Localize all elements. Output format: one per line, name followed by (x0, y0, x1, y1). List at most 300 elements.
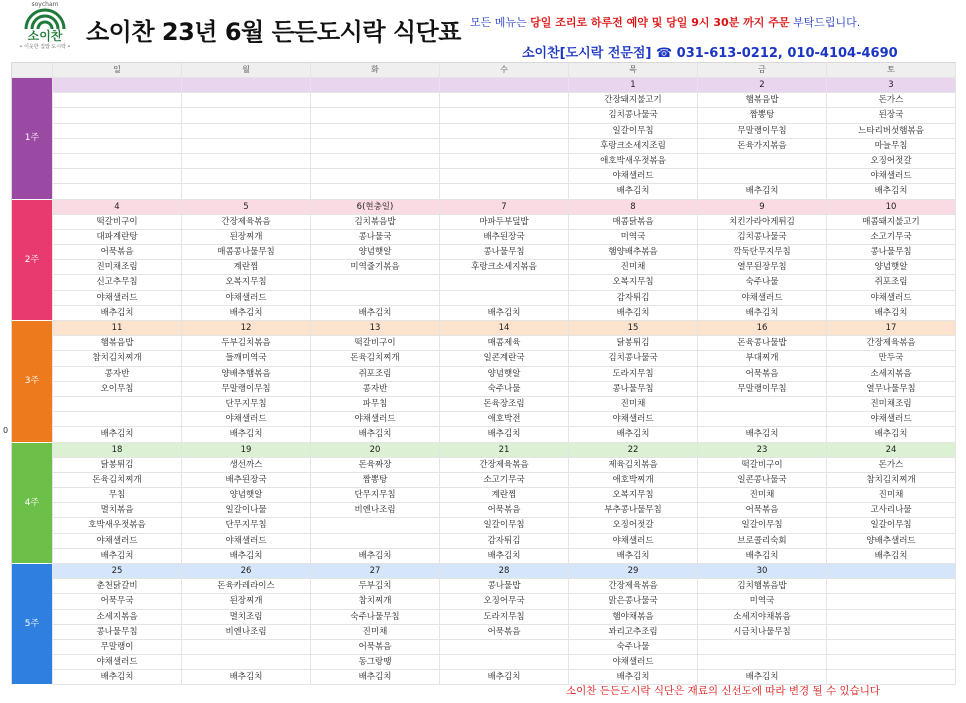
menu-item (182, 124, 311, 139)
menu-item: 호박새우젓볶음 (53, 518, 182, 533)
menu-item: 야채샐러드 (53, 534, 182, 549)
menu-item: 짬뽕탕 (698, 108, 827, 123)
menu-item: 미역줄기볶음 (311, 260, 440, 275)
menu-item: 배추김치 (827, 427, 956, 442)
menu-item: 김치콩나물국 (569, 108, 698, 123)
menu-item (182, 169, 311, 184)
menu-item: 맑은콩나물국 (569, 594, 698, 609)
menu-item: 일갈이무침 (698, 518, 827, 533)
menu-item: 어묵볶음 (698, 503, 827, 518)
date-cell: 10 (827, 200, 956, 215)
menu-item: 배추김치 (53, 427, 182, 442)
menu-item: 무말랭이 (53, 640, 182, 655)
menu-item: 햄야채볶음 (569, 610, 698, 625)
menu-item (440, 655, 569, 670)
menu-item: 배추김치 (698, 306, 827, 321)
date-cell: 15 (569, 321, 698, 336)
menu-item (440, 291, 569, 306)
date-cell: 23 (698, 443, 827, 458)
menu-item (827, 579, 956, 594)
contact-info: 소이찬[도시락 전문점] ☎ 031-613-0212, 010-4104-4690 (522, 46, 898, 61)
menu-item: 양념햇알 (827, 260, 956, 275)
menu-item: 매콤돼지불고기 (827, 215, 956, 230)
menu-item (53, 412, 182, 427)
menu-item (440, 184, 569, 199)
menu-item: 배추김치 (182, 306, 311, 321)
menu-item: 제육김치볶음 (569, 458, 698, 473)
menu-item: 야채샐러드 (182, 534, 311, 549)
menu-item (182, 154, 311, 169)
menu-item: 일갈이무침 (569, 124, 698, 139)
menu-item: 도라지무침 (569, 367, 698, 382)
menu-item: 쥐포조림 (827, 275, 956, 290)
menu-item: 배추김치 (569, 549, 698, 564)
menu-item: 배추김치 (569, 670, 698, 685)
menu-item: 대파계란탕 (53, 230, 182, 245)
menu-item: 소세지볶음 (827, 367, 956, 382)
date-cell: 22 (569, 443, 698, 458)
menu-item (827, 655, 956, 670)
menu-item: 돈육장조림 (440, 397, 569, 412)
date-cell: 29 (569, 564, 698, 579)
menu-item: 김치콩나물국 (569, 351, 698, 366)
menu-item: 떡갈비구이 (53, 215, 182, 230)
menu-item: 돈가스 (827, 458, 956, 473)
menu-item: 양배추샐러드 (827, 534, 956, 549)
date-cell: 25 (53, 564, 182, 579)
menu-item: 돈육콩나물밥 (698, 336, 827, 351)
menu-item: 신고추무침 (53, 275, 182, 290)
menu-item: 배추김치 (182, 549, 311, 564)
menu-item: 배추김치 (698, 670, 827, 685)
date-cell: 6(현충일) (311, 200, 440, 215)
menu-item: 양념햇알 (311, 245, 440, 260)
menu-item (53, 93, 182, 108)
menu-item: 감자튀김 (569, 291, 698, 306)
menu-item: 야채샐러드 (53, 655, 182, 670)
menu-item: 비엔나조림 (182, 625, 311, 640)
date-cell: 28 (440, 564, 569, 579)
date-cell: 16 (698, 321, 827, 336)
notice-prefix: 모든 메뉴는 (470, 16, 531, 29)
menu-item: 오징어젓갈 (827, 154, 956, 169)
menu-item: 김치콩나물국 (698, 230, 827, 245)
menu-item: 햄양배추볶음 (569, 245, 698, 260)
menu-item: 매콤제육 (440, 336, 569, 351)
logo-arch-icon (23, 8, 67, 30)
menu-item: 간장제육볶음 (569, 579, 698, 594)
menu-item (182, 640, 311, 655)
menu-item: 감자튀김 (440, 534, 569, 549)
menu-item: 멸치볶음 (53, 503, 182, 518)
menu-item: 배추김치 (311, 670, 440, 685)
menu-item: 후랑크소세지조림 (569, 139, 698, 154)
week-label: 2주 (12, 200, 53, 322)
menu-item: 만두국 (827, 351, 956, 366)
menu-item: 춘천닭갈비 (53, 579, 182, 594)
menu-item: 배추김치 (569, 427, 698, 442)
week-label: 3주 (12, 321, 53, 443)
menu-item: 양념햇알 (182, 488, 311, 503)
menu-item: 간장제육볶음 (440, 458, 569, 473)
menu-item (53, 124, 182, 139)
menu-item: 양배추햄볶음 (182, 367, 311, 382)
menu-item: 들깨미역국 (182, 351, 311, 366)
menu-item: 일갈이무침 (827, 518, 956, 533)
menu-item (827, 625, 956, 640)
menu-item: 배추김치 (569, 184, 698, 199)
date-cell: 18 (53, 443, 182, 458)
menu-item: 콩나물무침 (53, 625, 182, 640)
menu-item: 콩나물무침 (827, 245, 956, 260)
menu-item (53, 108, 182, 123)
menu-item: 간장제육볶음 (182, 215, 311, 230)
menu-item: 숙주나물무침 (311, 610, 440, 625)
page-title: 소이찬 23년 6월 든든도시락 식단표 (86, 18, 461, 46)
menu-item: 돈육카레라이스 (182, 579, 311, 594)
menu-item: 돈육가지볶음 (698, 139, 827, 154)
menu-item: 어묵볶음 (53, 245, 182, 260)
menu-item: 어묵볶음 (311, 640, 440, 655)
menu-item (182, 655, 311, 670)
date-cell: 9 (698, 200, 827, 215)
day-header: 수 (440, 63, 569, 78)
menu-item: 떡갈비구이 (311, 336, 440, 351)
menu-item: 배추김치 (440, 306, 569, 321)
menu-item: 햄볶음밥 (698, 93, 827, 108)
menu-item: 배추김치 (311, 549, 440, 564)
menu-item: 배추김치 (311, 427, 440, 442)
menu-item: 오복지무침 (182, 275, 311, 290)
date-cell (311, 78, 440, 93)
date-cell: 13 (311, 321, 440, 336)
menu-item: 배추김치 (827, 306, 956, 321)
menu-item: 일갈이나물 (182, 503, 311, 518)
week-label: 1주 (12, 78, 53, 200)
menu-item: 도라지무침 (440, 610, 569, 625)
menu-item (698, 397, 827, 412)
menu-item: 배추김치 (827, 549, 956, 564)
menu-item (53, 397, 182, 412)
menu-item: 야채샐러드 (569, 534, 698, 549)
menu-item: 콩나물무침 (440, 245, 569, 260)
menu-item: 숙주나물 (698, 275, 827, 290)
menu-item: 느타리버섯햄볶음 (827, 124, 956, 139)
menu-item: 매콤닭볶음 (569, 215, 698, 230)
menu-item: 참치김치찌개 (827, 473, 956, 488)
week-label: 4주 (12, 443, 53, 565)
date-cell: 8 (569, 200, 698, 215)
logo-sub: • 이웃한 집밥 도시락 • (19, 44, 71, 50)
menu-item: 닭봉튀김 (569, 336, 698, 351)
menu-item: 배추김치 (53, 670, 182, 685)
menu-item: 콩자반 (53, 367, 182, 382)
date-cell: 21 (440, 443, 569, 458)
date-cell: 30 (698, 564, 827, 579)
menu-item (827, 594, 956, 609)
menu-item: 쥐포조림 (311, 367, 440, 382)
menu-item (827, 610, 956, 625)
menu-item: 후랑크소세지볶음 (440, 260, 569, 275)
menu-item: 마늘무침 (827, 139, 956, 154)
logo (14, 2, 76, 54)
menu-item: 돈가스 (827, 93, 956, 108)
menu-item: 배추된장국 (182, 473, 311, 488)
menu-item: 진미채조림 (53, 260, 182, 275)
menu-item (311, 154, 440, 169)
menu-item (182, 139, 311, 154)
menu-item: 햄볶음밥 (53, 336, 182, 351)
menu-item (182, 93, 311, 108)
menu-item (440, 640, 569, 655)
menu-item (311, 184, 440, 199)
menu-item: 무말랭이무침 (698, 124, 827, 139)
menu-item: 일콘계란국 (440, 351, 569, 366)
menu-item: 콩나물무침 (569, 382, 698, 397)
menu-item: 단무지무침 (182, 397, 311, 412)
menu-item: 배추된장국 (440, 230, 569, 245)
menu-item: 소고기무국 (440, 473, 569, 488)
header-corner (12, 63, 53, 78)
menu-item: 일갈이무침 (440, 518, 569, 533)
menu-item: 된장찌개 (182, 230, 311, 245)
menu-item: 떡갈비구이 (698, 458, 827, 473)
menu-item (311, 518, 440, 533)
menu-item (53, 154, 182, 169)
menu-item: 단무지무침 (311, 488, 440, 503)
menu-item: 배추김치 (53, 549, 182, 564)
menu-item: 배추김치 (182, 427, 311, 442)
menu-item: 어묵무국 (53, 594, 182, 609)
menu-item: 야채샐러드 (182, 291, 311, 306)
menu-item: 간장제육볶음 (827, 336, 956, 351)
menu-item: 애호박전 (440, 412, 569, 427)
menu-item: 참치김치찌개 (53, 351, 182, 366)
order-notice (470, 14, 860, 30)
menu-item (698, 412, 827, 427)
menu-item: 진미채 (827, 488, 956, 503)
menu-item (698, 154, 827, 169)
menu-item: 두부김치볶음 (182, 336, 311, 351)
day-header: 화 (311, 63, 440, 78)
menu-item: 파무침 (311, 397, 440, 412)
notice-highlight: 당일 조리로 하루전 예약 및 당일 9시 30분 까지 주문 (530, 16, 790, 29)
menu-item: 돈육짜장 (311, 458, 440, 473)
menu-item (311, 291, 440, 306)
menu-item: 소고기무국 (827, 230, 956, 245)
side-marker: 0 (3, 426, 9, 435)
menu-item: 돈육김치찌개 (311, 351, 440, 366)
date-cell: 4 (53, 200, 182, 215)
menu-item: 진미채조림 (827, 397, 956, 412)
menu-item: 두부김치 (311, 579, 440, 594)
menu-item: 야채샐러드 (569, 655, 698, 670)
menu-item (698, 640, 827, 655)
menu-item (311, 139, 440, 154)
menu-item: 브로콜리숙회 (698, 534, 827, 549)
menu-item (311, 275, 440, 290)
menu-item: 야채샐러드 (569, 412, 698, 427)
menu-item: 시금치나물무침 (698, 625, 827, 640)
menu-item: 숙주나물 (569, 640, 698, 655)
menu-item (440, 169, 569, 184)
menu-item: 배추김치 (698, 549, 827, 564)
menu-item (440, 275, 569, 290)
logo-brand: soycham (31, 1, 59, 8)
menu-item: 배추김치 (440, 427, 569, 442)
menu-item: 고사리나물 (827, 503, 956, 518)
menu-item (827, 640, 956, 655)
menu-item: 김치햄볶음밥 (698, 579, 827, 594)
menu-item: 어묵볶음 (440, 503, 569, 518)
menu-item: 된장국 (827, 108, 956, 123)
menu-item: 진미채 (311, 625, 440, 640)
menu-item: 야채샐러드 (53, 291, 182, 306)
menu-item: 야채샐러드 (569, 169, 698, 184)
menu-item: 무침 (53, 488, 182, 503)
menu-item: 부대찌개 (698, 351, 827, 366)
day-header: 목 (569, 63, 698, 78)
day-header: 월 (182, 63, 311, 78)
menu-item: 콩나물국 (311, 230, 440, 245)
footer-note: 소이찬 든든도시락 식단은 재료의 신선도에 따라 변경 될 수 있습니다 (566, 685, 881, 697)
week-label: 5주 (12, 564, 53, 685)
date-cell: 20 (311, 443, 440, 458)
menu-item (698, 169, 827, 184)
date-cell (182, 78, 311, 93)
menu-calendar (11, 62, 956, 685)
menu-item: 간장돼지불고기 (569, 93, 698, 108)
menu-item: 야채샐러드 (827, 291, 956, 306)
menu-item: 참치찌개 (311, 594, 440, 609)
menu-item (53, 139, 182, 154)
menu-item: 치킨가라아게튀김 (698, 215, 827, 230)
menu-item: 오이무침 (53, 382, 182, 397)
date-cell: 14 (440, 321, 569, 336)
menu-item (53, 169, 182, 184)
menu-item: 야채샐러드 (698, 291, 827, 306)
menu-item: 배추김치 (698, 427, 827, 442)
menu-item: 계란찜 (182, 260, 311, 275)
day-header: 토 (827, 63, 956, 78)
menu-item (311, 108, 440, 123)
date-cell: 27 (311, 564, 440, 579)
menu-item: 배추김치 (440, 670, 569, 685)
menu-item: 된장찌개 (182, 594, 311, 609)
menu-item: 배추김치 (440, 549, 569, 564)
logo-text: 소이찬 (27, 29, 63, 43)
menu-item: 부추콩나물무침 (569, 503, 698, 518)
date-cell (827, 564, 956, 579)
menu-item: 진미채 (698, 488, 827, 503)
notice-suffix: 부탁드립니다. (789, 16, 861, 29)
menu-item: 진미채 (569, 397, 698, 412)
menu-item (440, 124, 569, 139)
menu-item: 콩자반 (311, 382, 440, 397)
menu-item: 배추김치 (569, 306, 698, 321)
menu-item: 소세지야채볶음 (698, 610, 827, 625)
menu-item (440, 154, 569, 169)
menu-item: 배추김치 (53, 306, 182, 321)
date-cell: 26 (182, 564, 311, 579)
menu-item: 무말랭이무침 (182, 382, 311, 397)
date-cell (53, 78, 182, 93)
menu-item: 숙주나물 (440, 382, 569, 397)
menu-item: 야채샐러드 (827, 169, 956, 184)
menu-item: 비엔나조림 (311, 503, 440, 518)
menu-item (182, 108, 311, 123)
menu-item: 열무된장무침 (698, 260, 827, 275)
menu-item (440, 108, 569, 123)
menu-item: 오복지무침 (569, 275, 698, 290)
menu-item: 멸치조림 (182, 610, 311, 625)
menu-item (182, 184, 311, 199)
menu-item: 미역국 (569, 230, 698, 245)
menu-item: 동그랑땡 (311, 655, 440, 670)
day-header: 일 (53, 63, 182, 78)
menu-item (440, 139, 569, 154)
menu-item (53, 184, 182, 199)
menu-item: 꽈리고추조림 (569, 625, 698, 640)
menu-item: 애호박찌개 (569, 473, 698, 488)
menu-item: 배추김치 (182, 670, 311, 685)
menu-item: 계란찜 (440, 488, 569, 503)
menu-item: 어묵볶음 (698, 367, 827, 382)
date-cell: 12 (182, 321, 311, 336)
date-cell: 3 (827, 78, 956, 93)
menu-item: 마파두부덮밥 (440, 215, 569, 230)
date-cell: 19 (182, 443, 311, 458)
menu-item: 진미채 (569, 260, 698, 275)
menu-item: 콩나물밥 (440, 579, 569, 594)
menu-item: 양념햇알 (440, 367, 569, 382)
menu-item: 일콘콩나물국 (698, 473, 827, 488)
menu-item: 깍둑단무지무침 (698, 245, 827, 260)
menu-item (698, 655, 827, 670)
menu-item: 애호박새우젓볶음 (569, 154, 698, 169)
menu-item: 닭봉튀김 (53, 458, 182, 473)
date-cell: 24 (827, 443, 956, 458)
date-cell: 2 (698, 78, 827, 93)
menu-item: 짬뽕탕 (311, 473, 440, 488)
date-cell: 5 (182, 200, 311, 215)
date-cell: 17 (827, 321, 956, 336)
menu-item: 단무지무침 (182, 518, 311, 533)
menu-item: 김치볶음밥 (311, 215, 440, 230)
date-cell (440, 78, 569, 93)
date-cell: 7 (440, 200, 569, 215)
menu-item: 야채샐러드 (827, 412, 956, 427)
menu-item: 생선까스 (182, 458, 311, 473)
menu-item: 야채샐러드 (182, 412, 311, 427)
menu-item (311, 124, 440, 139)
menu-item: 오징어젓갈 (569, 518, 698, 533)
menu-item (311, 169, 440, 184)
menu-item: 무말랭이무침 (698, 382, 827, 397)
day-header: 금 (698, 63, 827, 78)
date-cell: 11 (53, 321, 182, 336)
menu-item: 야채샐러드 (311, 412, 440, 427)
menu-item: 열무나물무침 (827, 382, 956, 397)
menu-item (311, 534, 440, 549)
menu-item: 오징어무국 (440, 594, 569, 609)
menu-item: 돈육김치찌개 (53, 473, 182, 488)
menu-item: 배추김치 (311, 306, 440, 321)
date-cell: 1 (569, 78, 698, 93)
menu-item: 어묵볶음 (440, 625, 569, 640)
menu-item: 오복지무침 (569, 488, 698, 503)
menu-item: 소세지볶음 (53, 610, 182, 625)
